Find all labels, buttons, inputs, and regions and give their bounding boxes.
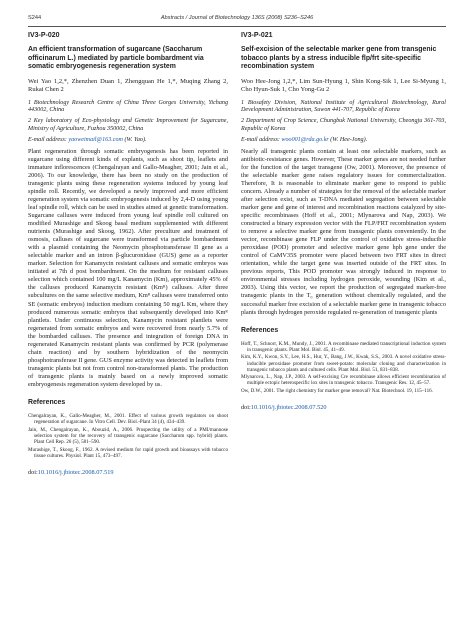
author-list: Wei Yao 1,2,*, Zhenzhen Duan 1, Zhengquan He 1,*, Muqing Zhang 2, Rukai Chen 2 — [28, 77, 228, 94]
header-rule — [28, 26, 446, 27]
abstract-id: IV3-P-021 — [241, 32, 273, 39]
abstract-title: Self-excision of the selectable marker gene from transgenic tobacco plants by a stress inducible flp/frt site-specific recombination system — [241, 46, 437, 71]
email-suffix: (W. Yao). — [122, 136, 147, 143]
abstract-right — [241, 32, 446, 412]
abstract-left — [28, 32, 228, 477]
reference-item: Ow, D.W., 2001. The right chemistry for marker gene removal? Nat. Biotechnol. 19, 115–116. — [241, 387, 433, 394]
reference-item: Murashige, T., Skoog, F., 1962. A revised medium for rapid growth and bioassays with tobacco tissue cultures. Physiol. Plant 15, 473–497. — [28, 446, 228, 459]
doi-link[interactable]: 10.1016/j.jbiotec.2008.07.519 — [37, 469, 114, 477]
running-header — [28, 15, 446, 25]
doi-label: doi: — [241, 404, 251, 412]
page-number: S244 — [28, 15, 42, 21]
affiliation: 2 Department of Crop Science, Chungbuk National University, Cheongju 361-703, Republic of Korea — [241, 118, 446, 133]
email-suffix: (W. Hee-Jong). — [328, 136, 368, 143]
abstract-body: Plant regeneration through somatic embryogenesis has been reported in sugarcane using different kinds of explants, such as shoot tip, leaflets and immature inflorescences (Chengalrayan and Gallo-Meagher, 2001; Jain et al., 2006). To our knowledge, there has been no study on the production of transgenic plants using these regeneration systems induced by young leaf spindle roll. Recently, we developed a newly improved and more efficient regeneration system via somatic embryogenesis induced by 2,4-D using young leaf spindle roll, which can be used in studies aimed at genetic transformation. Sugarcane calluses were induced from young leaf spindle roll cultured on modified Murashige and Skoog basal medium supplemented with different nutrients (Murashige and Skoog, 1962). After preculture and treatment of osmosis, calluses of sugarcane were transformed via particle bombardment with a plasmid containing the Neomycin phosphotransferase II gene as a selectable marker and an intron β-glucuronidase (GUS) gene as a reporter marker. Selection for Kanamycin resistant calluses and somatic embryos was initiated at 7th d post bombardment. On the medium for resistant calluses selection which contained 100 mg/L Kanamycin (Km), approximately 45% of the calluses produced Kanamycin resistant (Kmᴿ) calluses. After three subcultures on the same selective medium, Kmᴿ calluses were transferred onto SE (somatic embryos) induction medium containing 50 mg/L Km, where they produced numerous somatic embryos that subsequently developed into Kmᴿ plantlets. Under continuous selection, Kanamycin resistant plantlets were regenerated from somatic embryos and were recovered from nearly 5.7% of the bombarded calluses. The presence and integration of foreign DNA in regenerated Kanamycin resistant plants was confirmed by PCR (polymerase chain reaction) and by southern hybridization of the neomycin phosphotransferase II gene. GUS enzyme activity was detected in leaflets from transgenic plants but not from control non-transformed plants. The production of transgenic plants is mainly based on a newly improved somatic embryogenesis regeneration system developed by us. — [28, 147, 228, 388]
references-heading: References — [28, 399, 66, 407]
doi-link[interactable]: 10.1016/j.jbiotec.2008.07.520 — [250, 404, 327, 412]
email-link[interactable]: yaoweimail@163.com — [68, 136, 123, 143]
reference-item: Chengalrayan, K., Gallo-Meagher, M., 2001. Effect of various growth regulators on shoot regeneration of sugarcane. In Vitro Cell. Dev. Biol.-Plant 34 (4), 434–439. — [28, 413, 228, 426]
reference-item: Mlynarova, L., Nap, J.P., 2003. A self-excising Cre recombinase allows efficient recombination of multiple ectopic heterospecific lox sites in transgenic tobacco. Transgenic Res. 12, 45–57. — [241, 374, 446, 387]
reference-item: Jain, M., Chengalrayan, K., Abouzid, A., 2006. Prospecting the utility of a PMI/mannose selection system for the recovery of transgenic sugarcane (Saccharum spp. hybrid) plants. Plant Cell Rep. 26 (5), 581–590. — [28, 426, 228, 446]
abstract-body: Nearly all transgenic plants contain at least one selectable markers, such as antibiotic-resistance genes. However, These marker genes are not needed further for the function of the target transgene (Ow, 2001). Moreover, the presence of the selectable marker gene raises regulatory issues for commercialization. Therefore, It is reasonable to eliminate marker gene to respond to public concern. Already a number of strategies for the removal of the selectable marker after selection exist, such as T-DNA mediated segregation between selectable marker gene and gene of interest and recombination reactions catalyzed by site-specific recombinases (Hoff et al., 2001; Mlynarova and Nap, 2003). We constructed a binary expression vector with the FLP/FRT recombination system to remove a selective marker gene from transgenic plants conveniently. In the vector, recombinase gene FLP under the control of oxidative stress-inducible peroxidase (POD) promoter and selective marker gene hph gene under the control of CaMV35S promoter were placed between two FRT sites in direct orientation, while the target gene was inserted outside of the FRT sites. In previous reports, This POD promoter was strongly induced in response to environmental stresses including hydrogen peroxide, wounding (Kim et al., 2003). Using this vector, we report the production of segregated marker-free transgenic plants in the T₀ generation without chemically regulated, and the successful marker free excision of a selectable marker gene in transgenic tobacco plants through hydrogen peroxide regulated re-generation of transgenic plants — [241, 147, 446, 316]
email-line — [28, 137, 228, 145]
email-line — [241, 137, 446, 145]
author-list: Woo Hee-Jong 1,2,*, Lim Sun-Hyung 1, Shin Kong-Sik 1, Lee Si-Myung 1, Cho Hyun-Suk 1, Cho Yong-Gu 2 — [241, 77, 446, 94]
email-link[interactable]: woo001@rda.go.kr — [281, 136, 329, 143]
doi-line — [28, 469, 228, 477]
reference-item: Kim, K.Y., Kwon, S.Y., Lee, H.S., Hur, Y., Bang, J.W., Kwak, S.S., 2003. A novel oxidative stress-inducible peroxidase promoter from sweet-potato: molecular cloning and characterization in transgenic tobacco plants and cultured cells. Plant Mol. Biol. 51, 831–838. — [241, 354, 446, 373]
references-heading: References — [241, 326, 279, 334]
abstract-id: IV3-P-020 — [28, 32, 60, 39]
reference-item: Hoff, T., Schnorr, K.M., Mundy, J., 2001. A recombinase mediated transcriptional induction system in transgenic plants. Plant Mol. Biol. 45, 41–49. — [241, 340, 446, 353]
affiliation: 1 Biosafety Division, National Institute of Agricultural Biotechnology, Rural Development Administration, Suwon 441-707, Republic of Korea — [241, 99, 446, 114]
doi-line — [241, 404, 446, 412]
abstract-title: An efficient transformation of sugarcane (Saccharum officinarum L.) mediated by particle bombardment via somatic embryogenesis regeneration system — [28, 46, 204, 71]
journal-citation: Abstracts / Journal of Biotechnology 136S (2008) S236–S246 — [160, 15, 314, 21]
email-label: E-mail address: — [28, 136, 69, 143]
affiliation: 2 Key laboratory of Eco-physiology and Genetic Improvement for Sugarcane, Ministry of Agriculture, Fuzhou 350002, China — [28, 118, 228, 133]
email-label: E-mail address: — [241, 136, 282, 143]
affiliation: 1 Biotechnology Research Centre of China Three Gorges University, Yichang 443002, China — [28, 99, 228, 114]
doi-label: doi: — [28, 469, 38, 477]
